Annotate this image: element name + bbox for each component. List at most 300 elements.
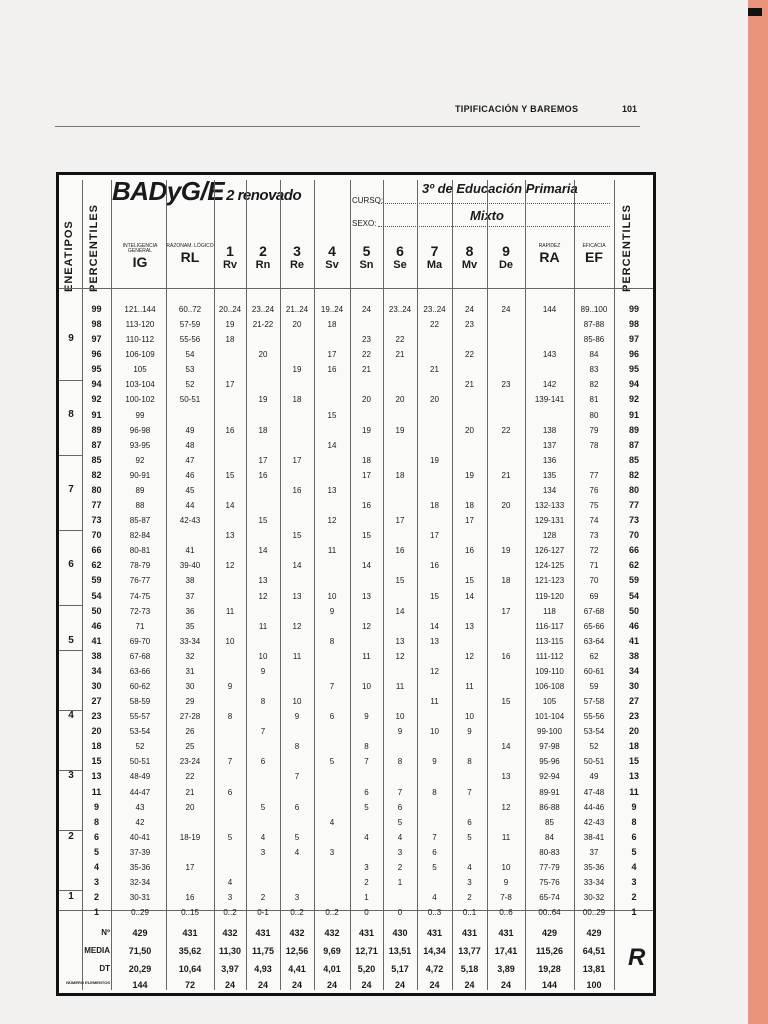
table-cell: 7 [467, 787, 472, 797]
percentile-left: 66 [91, 545, 102, 556]
percentile-left: 50 [91, 605, 102, 616]
table-cell: 19 [430, 455, 439, 465]
stats-value-dt: 4,93 [254, 964, 272, 974]
percentile-left: 2 [93, 892, 99, 903]
table-cell: 0..6 [499, 908, 513, 918]
table-cell: 16 [362, 501, 371, 511]
eneatipo-divider [59, 455, 82, 456]
table-cell: 6 [227, 787, 233, 797]
stats-value-n: 429 [132, 928, 148, 938]
table-cell: 37-39 [129, 847, 151, 857]
table-cell: 63-64 [583, 636, 605, 646]
percentile-left: 4 [93, 861, 99, 872]
table-cell: 0 [364, 908, 369, 918]
table-cell: 83 [589, 365, 599, 375]
table-cell: 0..15 [181, 908, 199, 918]
stats-value-media: 13,51 [388, 946, 412, 956]
percentile-left: 99 [91, 304, 102, 314]
table-cell: 96-98 [129, 425, 151, 435]
table-cell: 11 [430, 697, 439, 707]
column-header-ra [525, 244, 574, 265]
table-cell: 14 [465, 591, 474, 601]
column-header-abbr: Re [289, 259, 305, 271]
table-cell: 24 [501, 305, 511, 314]
table-cell: 12 [258, 591, 268, 601]
eneatipo-value: 9 [68, 333, 74, 345]
table-cell: 36 [185, 606, 195, 616]
table-cell: 136 [542, 455, 557, 465]
table-cell: 33-34 [583, 878, 605, 888]
table-cell: 113-120 [125, 320, 155, 330]
table-cell: 80 [589, 410, 599, 420]
percentile-left: 18 [91, 741, 102, 752]
percentile-left: 23 [91, 711, 102, 722]
stats-value-num: 24 [257, 980, 268, 990]
table-cell: 12 [395, 651, 405, 661]
table-cell: 5 [329, 757, 335, 767]
table-cell: 00..64 [538, 908, 561, 918]
stats-value-media: 11,75 [251, 946, 275, 956]
column-header-abbr: Sn [359, 259, 374, 271]
table-cell: 7 [397, 787, 403, 797]
table-cell: 1 [397, 878, 403, 888]
percentile-left: 27 [91, 696, 102, 707]
stats-value-n: 432 [324, 928, 340, 938]
table-cell: 1 [364, 893, 369, 903]
table-cell: 18 [395, 470, 405, 480]
header-rule [55, 126, 640, 127]
stats-value-dt: 4,41 [288, 964, 306, 974]
percentile-right: 5 [631, 846, 637, 857]
table-cell: 14 [430, 621, 439, 631]
table-cell: 3 [397, 847, 403, 857]
table-cell: 16 [395, 546, 405, 556]
percentile-right: 41 [628, 635, 639, 646]
stats-value-num: 24 [429, 980, 440, 990]
table-cell: 95-96 [539, 757, 560, 767]
table-cell: 72-73 [129, 606, 151, 616]
table-cell: 105 [542, 697, 557, 707]
table-cell: 23 [362, 335, 371, 345]
table-cell: 32 [185, 651, 195, 661]
table-cell: 111-112 [535, 651, 564, 661]
table-cell: 22 [395, 335, 405, 345]
table-cell: 82 [589, 380, 599, 390]
column-header-se [383, 244, 417, 272]
table-cell: 3 [227, 893, 233, 903]
table-cell: 6 [432, 847, 437, 857]
table-cell: 3 [294, 893, 300, 903]
table-cell: 74 [589, 516, 599, 526]
stats-value-media: 12,71 [355, 946, 378, 956]
stats-value-dt: 10,64 [178, 964, 202, 974]
percentile-right: 4 [631, 861, 637, 872]
table-cell: 21 [395, 350, 405, 360]
table-cell: 10 [292, 697, 302, 707]
table-cell: 13 [465, 621, 474, 631]
table-cell: 17 [362, 470, 371, 480]
percentile-right: 20 [628, 726, 639, 737]
table-cell: 70 [589, 576, 599, 586]
column-divider [111, 180, 112, 990]
table-cell: 5 [294, 832, 300, 842]
table-cell: 109-110 [535, 666, 564, 676]
table-cell: 57-58 [583, 697, 605, 707]
table-cell: 118 [543, 606, 556, 616]
percentile-left: 96 [91, 349, 102, 360]
percentile-left: 95 [91, 364, 102, 375]
table-cell: 7 [329, 682, 335, 691]
table-cell: 77 [589, 470, 599, 480]
table-cell: 18 [430, 501, 439, 511]
stats-value-media: 35,62 [178, 946, 202, 956]
table-cell: 10 [327, 591, 337, 601]
column-header-subtitle: RAZONAM. LÓGICO [166, 243, 214, 249]
table-cell: 15 [395, 576, 405, 586]
percentile-right: 87 [628, 439, 639, 450]
stats-label-n: Nº [101, 928, 110, 937]
table-cell: 6 [364, 787, 369, 797]
table-cell: 30 [185, 682, 195, 691]
table-cell: 0..2 [223, 908, 237, 918]
table-cell: 53 [185, 365, 195, 375]
table-cell: 3 [467, 878, 472, 888]
table-cell: 11 [225, 606, 235, 616]
stats-value-n: 431 [255, 928, 271, 938]
percentile-right: 59 [628, 575, 639, 586]
table-cell: 18 [292, 395, 302, 405]
column-header-number: 6 [396, 243, 404, 259]
table-cell: 19 [395, 425, 405, 435]
table-cell: 15 [327, 410, 337, 420]
percentile-left: 70 [91, 530, 102, 541]
table-cell: 13 [225, 531, 235, 541]
table-cell: 21 [501, 470, 511, 480]
table-cell: 22 [465, 350, 474, 360]
table-cell: 20 [258, 350, 268, 360]
table-cell: 22 [430, 320, 439, 330]
table-cell: 142 [542, 380, 557, 390]
table-cell: 75-76 [539, 878, 560, 888]
column-header-sn [350, 244, 383, 272]
table-cell: 8 [329, 636, 335, 646]
table-cell: 106-108 [534, 682, 565, 691]
table-cell: 0..2 [325, 908, 339, 918]
table-cell: 35-36 [129, 862, 151, 872]
table-cell: 41 [185, 546, 195, 556]
eneatipo-value: 8 [68, 408, 74, 420]
percentile-left: 5 [93, 846, 99, 857]
table-cell: 92 [135, 455, 145, 465]
stats-value-media: 64,51 [582, 946, 606, 956]
column-divider [280, 180, 281, 990]
table-cell: 132-133 [534, 501, 565, 511]
table-cell: 20 [501, 501, 511, 511]
table-cell: 42-43 [583, 817, 605, 827]
table-cell: 144 [542, 305, 557, 314]
table-cell: 17 [258, 455, 268, 465]
table-cell: 33-34 [179, 636, 201, 646]
curso-line [378, 203, 610, 204]
stats-value-n: 429 [586, 928, 602, 938]
table-cell: 32-34 [129, 878, 151, 888]
table-cell: 15 [430, 591, 439, 601]
percentile-right: 54 [628, 590, 639, 601]
column-header-number: 5 [362, 243, 371, 259]
percentile-right: 50 [628, 605, 639, 616]
table-cell: 52 [185, 380, 195, 390]
table-cell: 13 [327, 485, 337, 495]
table-cell: 38-41 [583, 832, 605, 842]
stats-value-n: 432 [222, 928, 238, 938]
table-cell: 76-77 [129, 576, 151, 586]
column-header-abbr: Mv [461, 259, 478, 271]
table-cell: 31 [185, 666, 195, 676]
column-divider [214, 180, 215, 990]
table-cell: 4 [260, 832, 266, 842]
percentile-right: 30 [628, 681, 639, 691]
column-divider [314, 180, 315, 990]
table-cell: 19..24 [320, 305, 344, 314]
percentile-left: 46 [91, 620, 102, 631]
stats-value-media: 14,34 [423, 946, 446, 956]
table-cell: 100-102 [125, 395, 155, 405]
table-cell: 21 [185, 787, 195, 797]
table-cell: 85-87 [129, 516, 151, 526]
table-cell: 5 [432, 862, 437, 872]
stats-value-dt: 19,28 [538, 964, 561, 974]
table-cell: 7 [227, 757, 233, 767]
table-cell: 128 [542, 531, 557, 541]
table-cell: 4 [294, 847, 300, 857]
stats-value-num: 100 [586, 980, 602, 990]
table-cell: 48-49 [129, 772, 151, 782]
table-cell: 60..72 [178, 305, 202, 314]
table-cell: 50-51 [583, 757, 605, 767]
table-cell: 14 [292, 561, 302, 571]
column-header-rv [214, 244, 246, 272]
percentile-right: 2 [631, 892, 637, 903]
table-cell: 0..29 [131, 908, 149, 918]
percentile-left: 11 [91, 786, 102, 797]
table-cell: 24 [465, 305, 474, 314]
percentile-left: 30 [91, 681, 102, 691]
table-cell: 63-66 [129, 666, 151, 676]
table-cell: 137 [542, 440, 557, 450]
table-cell: 8 [397, 757, 403, 767]
percentile-right: 27 [628, 696, 639, 707]
table-cell: 18-19 [179, 832, 201, 842]
column-header-ig [114, 244, 166, 270]
eneatipo-divider [59, 380, 82, 381]
table-cell: 80-81 [129, 546, 151, 556]
column-header-abbr: Ma [426, 259, 443, 271]
table-cell: 53-54 [583, 727, 605, 737]
percentile-left: 77 [91, 500, 102, 511]
table-cell: 90-91 [129, 470, 151, 480]
stats-label-num: NÚMERO ELEMENTOS [66, 980, 110, 985]
stats-value-media: 11,30 [218, 946, 242, 956]
table-cell: 37 [185, 591, 195, 601]
table-cell: 119-120 [535, 591, 564, 601]
table-cell: 79 [589, 425, 599, 435]
table-cell: 43 [135, 802, 145, 812]
table-cell: 0-1 [257, 908, 269, 918]
table-cell: 35-36 [583, 862, 605, 872]
table-cell: 0 [397, 908, 403, 918]
table-cell: 8 [294, 742, 300, 752]
stats-value-n: 431 [182, 928, 198, 938]
stats-value-num: 24 [394, 980, 405, 990]
publisher-logo: R [628, 944, 646, 971]
page-edge [748, 0, 768, 1024]
table-cell: 18 [258, 425, 268, 435]
percentile-left: 91 [91, 409, 102, 420]
stats-value-n: 431 [461, 928, 478, 938]
percentile-left: 20 [91, 726, 102, 737]
table-cell: 134 [542, 485, 557, 495]
column-header-abbr: EF [585, 249, 603, 265]
table-cell: 101-104 [534, 712, 565, 722]
table-cell: 0..1 [462, 908, 477, 918]
percentile-left: 62 [91, 560, 102, 571]
stats-value-media: 17,41 [494, 946, 518, 956]
stats-value-num: 24 [361, 980, 372, 990]
table-cell: 93-95 [129, 440, 151, 450]
table-cell: 6 [329, 712, 335, 722]
table-cell: 12 [501, 802, 511, 812]
percentile-right: 97 [628, 334, 639, 345]
table-cell: 85-86 [583, 335, 605, 345]
percentile-left: 54 [91, 590, 102, 601]
table-cell: 9 [294, 712, 300, 722]
table-cell: 19 [292, 365, 302, 375]
column-divider [82, 180, 83, 990]
table-cell: 10 [395, 712, 405, 722]
table-cell: 21..24 [285, 305, 309, 314]
table-cell: 2 [467, 893, 472, 903]
percentile-left: 73 [91, 515, 102, 526]
page-edge-mark [748, 8, 762, 16]
percentile-right: 11 [629, 786, 639, 797]
table-cell: 4 [432, 893, 437, 903]
table-cell: 18 [465, 501, 474, 511]
table-cell: 7 [294, 772, 300, 782]
table-cell: 55-57 [129, 712, 151, 722]
table-cell: 6 [260, 757, 266, 767]
table-cell: 37 [589, 847, 599, 857]
table-cell: 47-48 [583, 787, 605, 797]
table-cell: 20 [465, 425, 474, 435]
stats-value-dt: 4,01 [323, 964, 341, 974]
stats-value-num: 24 [326, 980, 337, 990]
percentile-right: 46 [628, 620, 639, 631]
table-cell: 87-88 [583, 320, 605, 330]
table-cell: 23 [465, 320, 474, 330]
eneatipos-label: ENEATIPOS [63, 220, 75, 292]
column-header-number: 4 [328, 243, 336, 259]
table-cell: 2 [364, 878, 369, 888]
table-cell: 21 [430, 365, 439, 375]
table-cell: 86-88 [539, 802, 560, 812]
table-cell: 16 [327, 365, 337, 375]
table-cell: 124-125 [534, 561, 565, 571]
table-cell: 9 [364, 712, 369, 722]
percentile-left: 3 [93, 877, 99, 888]
table-cell: 7 [364, 757, 369, 767]
table-cell: 23-24 [179, 757, 201, 767]
table-cell: 10 [430, 727, 439, 737]
table-cell: 6 [467, 817, 472, 827]
stats-value-dt: 20,29 [128, 964, 152, 974]
table-cell: 16 [292, 485, 302, 495]
table-cell: 4 [364, 832, 369, 842]
table-cell: 0..2 [290, 908, 304, 918]
column-header-subtitle: EFICACIA [582, 243, 606, 249]
table-cell: 77-79 [539, 862, 560, 872]
percentile-left: 9 [93, 801, 99, 812]
percentile-right: 6 [631, 831, 637, 842]
column-header-rn [246, 244, 280, 272]
table-cell: 49 [185, 425, 195, 435]
table-cell: 8 [467, 757, 472, 767]
percentile-left: 1 [93, 907, 99, 918]
column-header-number: 7 [430, 243, 439, 259]
table-cell: 89..100 [580, 305, 608, 314]
table-cell: 22 [185, 772, 195, 782]
table-cell: 15 [258, 516, 268, 526]
table-cell: 17 [465, 516, 474, 526]
page-number: 101 [622, 104, 638, 114]
table-cell: 126-127 [534, 546, 565, 556]
table-cell: 38 [185, 576, 195, 586]
percentile-left: 94 [91, 379, 102, 390]
percentile-left: 13 [91, 771, 102, 782]
table-cell: 17 [395, 516, 405, 526]
table-cell: 20 [430, 395, 439, 405]
column-header-number: 1 [226, 243, 234, 259]
stats-value-n: 432 [289, 928, 305, 938]
percentile-right: 99 [628, 304, 639, 314]
table-cell: 40-41 [129, 832, 151, 842]
table-cell: 23..24 [388, 305, 412, 314]
column-divider [614, 180, 615, 990]
table-cell: 20 [185, 802, 195, 812]
table-cell: 113-115 [535, 636, 564, 646]
percentile-left: 97 [91, 334, 102, 345]
percentile-right: 77 [628, 500, 639, 511]
column-header-mv [452, 244, 487, 272]
stats-value-num: 24 [224, 980, 235, 990]
table-cell: 89-91 [539, 787, 560, 797]
table-cell: 11 [292, 651, 302, 661]
stats-value-dt: 13,81 [582, 964, 606, 974]
table-cell: 11 [327, 546, 337, 556]
table-cell: 12 [225, 561, 235, 571]
table-cell: 110-112 [125, 335, 155, 345]
table-cell: 19 [225, 320, 235, 330]
percentile-right: 92 [628, 394, 639, 405]
stats-value-dt: 5,17 [391, 964, 409, 974]
column-header-subtitle: INTELIGENCIA GENERAL [122, 243, 158, 254]
table-cell: 22 [362, 350, 371, 360]
table-cell: 5 [397, 817, 403, 827]
stats-value-dt: 3,89 [497, 964, 515, 974]
percentile-left: 38 [91, 650, 102, 661]
table-cell: 44 [185, 501, 195, 511]
table-cell: 12 [465, 651, 474, 661]
table-cell: 74-75 [129, 591, 151, 601]
